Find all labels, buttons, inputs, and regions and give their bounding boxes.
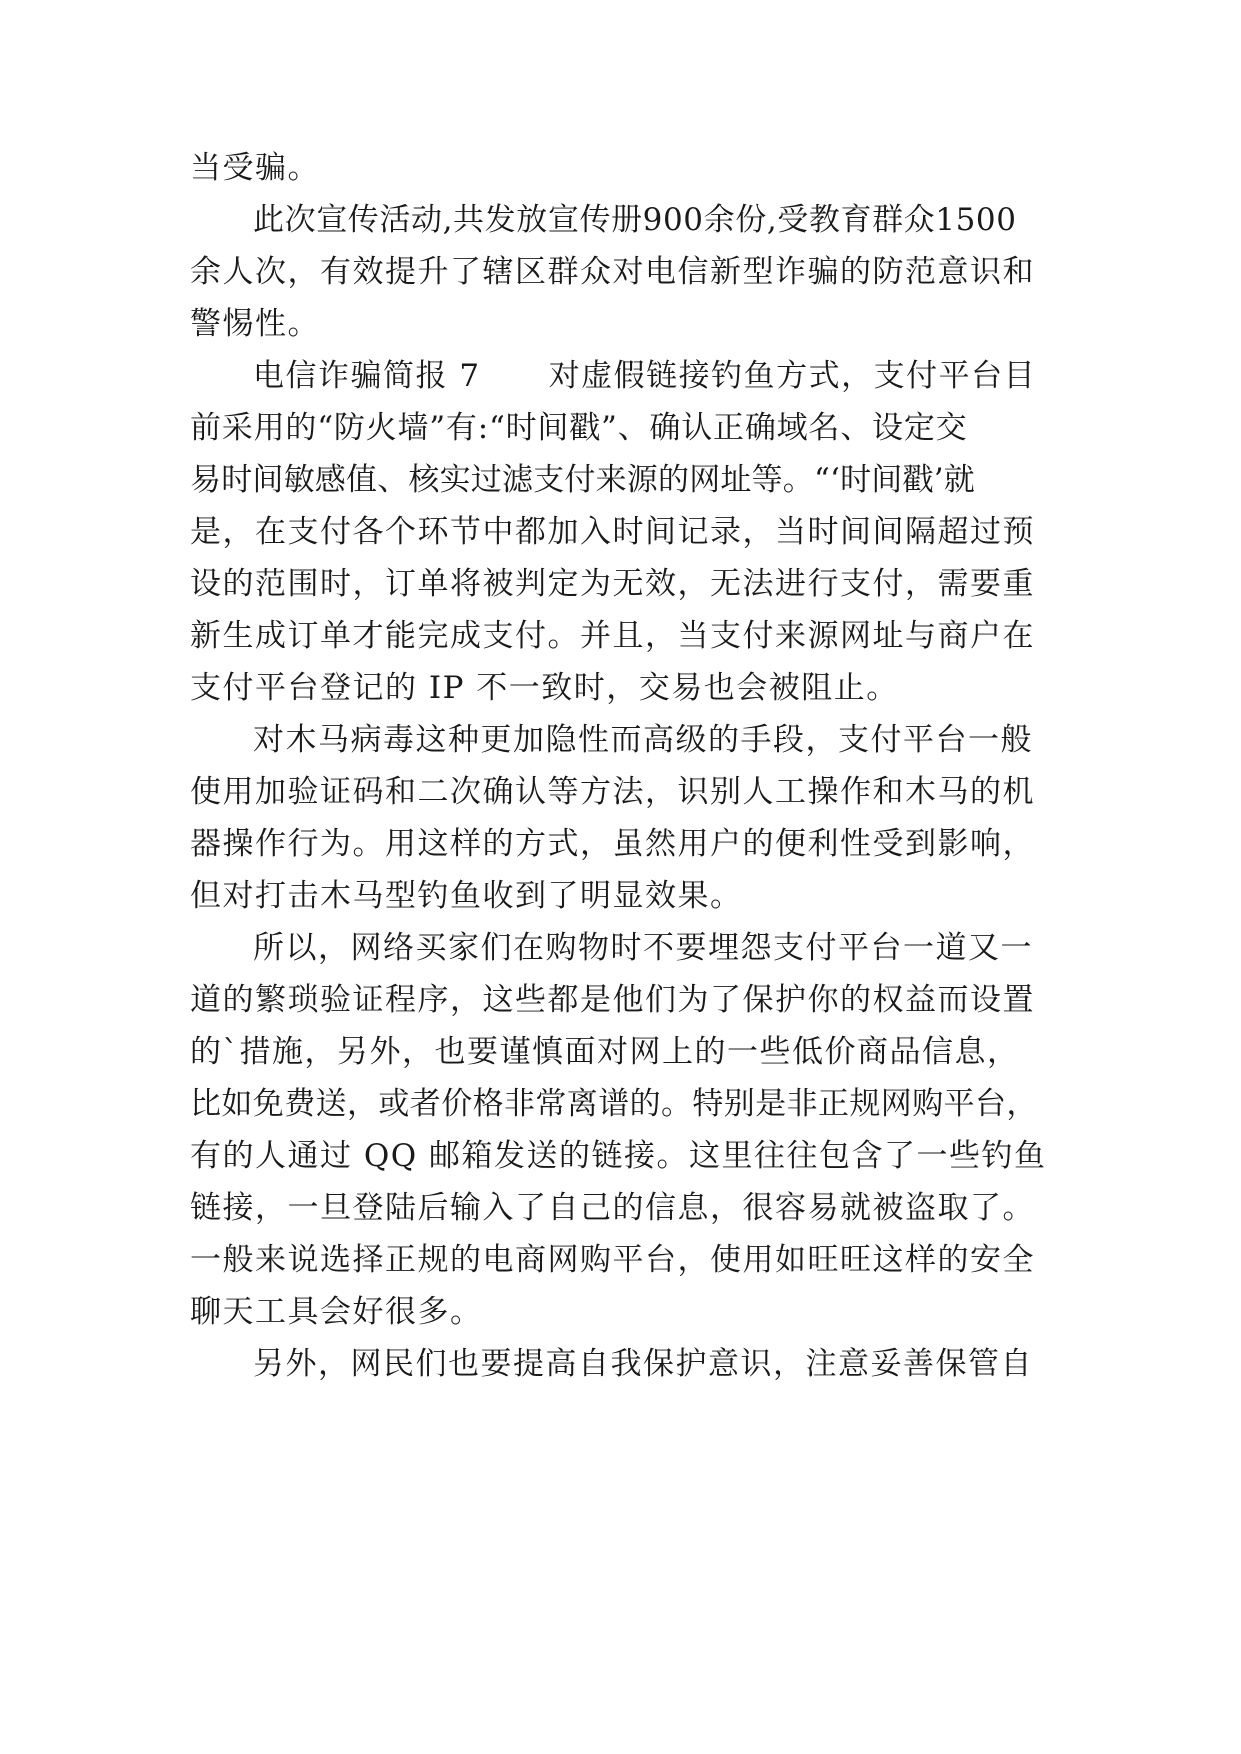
text-line-11: 支付平台登记的 IP 不一致时，交易也会被阻止。 bbox=[190, 670, 899, 706]
text-line-12: 对木马病毒这种更加隐性而高级的手段，支付平台一般 bbox=[253, 722, 1033, 758]
text-line-24: 另外，网民们也要提高自我保护意识，注意妥善保管自 bbox=[253, 1346, 1033, 1382]
text-line-1: 当受骗。 bbox=[190, 150, 320, 186]
text-line-8: 是，在支付各个环节中都加入时间记录，当时间间隔超过预 bbox=[190, 514, 1035, 550]
section-title: 电信诈骗简报 7 bbox=[253, 358, 481, 394]
text-line-4: 警惕性。 bbox=[190, 306, 320, 342]
text-line-16: 所以，网络买家们在购物时不要埋怨支付平台一道又一 bbox=[253, 930, 1033, 966]
text-line-9: 设的范围时，订单将被判定为无效，无法进行支付，需要重 bbox=[190, 566, 1035, 602]
text-line-21: 链接，一旦登陆后输入了自己的信息，很容易就被盗取了。 bbox=[190, 1190, 1035, 1226]
section-heading-line bbox=[253, 354, 1060, 398]
text-line-15: 但对打击木马型钓鱼收到了明显效果。 bbox=[190, 878, 743, 914]
text-line-2: 此次宣传活动,共发放宣传册900余份,受教育群众1500 bbox=[253, 202, 1017, 238]
text-line-18: 的`措施，另外，也要谨慎面对网上的一些低价商品信息， bbox=[190, 1034, 1020, 1070]
text-line-5: 对虚假链接钓鱼方式，支付平台目 bbox=[548, 358, 1037, 394]
text-line-23: 聊天工具会好很多。 bbox=[190, 1294, 483, 1330]
text-line-13: 使用加验证码和二次确认等方法，识别人工操作和木马的机 bbox=[190, 774, 1035, 810]
text-line-10: 新生成订单才能完成支付。并且，当支付来源网址与商户在 bbox=[190, 618, 1035, 654]
text-line-17: 道的繁琐验证程序，这些都是他们为了保护你的权益而设置 bbox=[190, 982, 1035, 1018]
text-line-3: 余人次，有效提升了辖区群众对电信新型诈骗的防范意识和 bbox=[190, 254, 1035, 290]
text-line-22: 一般来说选择正规的电商网购平台，使用如旺旺这样的安全 bbox=[190, 1242, 1035, 1278]
text-line-7: 易时间敏感值、核实过滤支付来源的网址等。“‘时间戳’就 bbox=[190, 462, 975, 498]
text-line-19: 比如免费送，或者价格非常离谱的。特别是非正规网购平台， bbox=[190, 1086, 1038, 1122]
text-line-6: 前采用的“防火墙”有:“时间戳”、确认正确域名、设定交 bbox=[190, 410, 968, 446]
text-line-14: 器操作行为。用这样的方式，虽然用户的便利性受到影响， bbox=[190, 826, 1035, 862]
text-line-20: 有的人通过 QQ 邮箱发送的链接。这里往往包含了一些钓鱼 bbox=[190, 1138, 1047, 1174]
